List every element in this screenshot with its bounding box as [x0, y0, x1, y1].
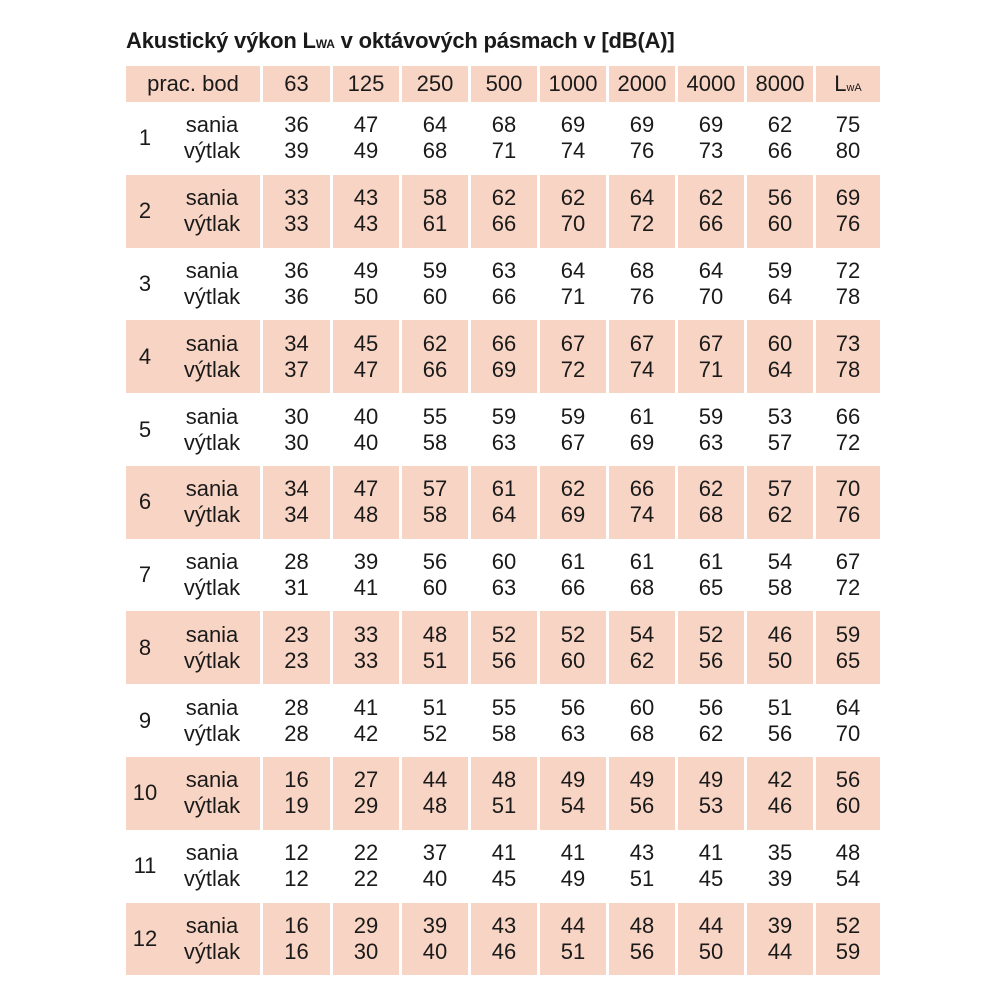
table-row: [126, 866, 880, 902]
label-vytlak: výtlak: [183, 283, 241, 309]
table-row: [126, 793, 880, 829]
value-cell: 27: [330, 757, 399, 793]
value-cell: 61: [606, 539, 675, 575]
value-cell: 52: [468, 611, 537, 647]
value-cell: 60: [399, 575, 468, 611]
value-cell: 63: [675, 430, 744, 466]
label-sania: sania: [185, 840, 239, 866]
value-cell: 51: [399, 648, 468, 684]
label-sania: sania: [164, 757, 260, 793]
value-cell: 50: [744, 648, 813, 684]
value-cell: 49: [330, 138, 399, 174]
value-cell: 66: [468, 320, 537, 356]
value-cell: 68: [606, 721, 675, 757]
value-cell: 68: [606, 575, 675, 611]
value-cell: 33: [330, 648, 399, 684]
value-total: 73: [813, 320, 880, 356]
value-cell: 69: [537, 502, 606, 538]
label-vytlak: výtlak: [183, 866, 241, 892]
value-cell: 39: [744, 903, 813, 939]
header-band: 8000: [744, 66, 813, 102]
value-cell: 43: [468, 903, 537, 939]
value-cell: 66: [468, 284, 537, 320]
label-vytlak: výtlak: [183, 138, 241, 164]
title-prefix: Akustický výkon L: [126, 28, 316, 53]
value-cell: 64: [744, 357, 813, 393]
value-cell: 39: [744, 866, 813, 902]
label-sania: sania: [164, 466, 260, 502]
value-cell: 48: [468, 757, 537, 793]
point-number: 9: [138, 707, 152, 733]
value-cell: 16: [260, 939, 330, 975]
label-sania: sania: [164, 611, 260, 647]
value-cell: 29: [330, 903, 399, 939]
label-vytlak: výtlak: [164, 793, 260, 829]
value-cell: 59: [468, 393, 537, 429]
label-sania: sania: [185, 403, 239, 429]
value-cell: 40: [399, 939, 468, 975]
value-cell: 71: [537, 284, 606, 320]
value-total: 72: [813, 248, 880, 284]
value-cell: 54: [606, 611, 675, 647]
value-cell: 60: [744, 211, 813, 247]
acoustic-power-table: [126, 66, 880, 975]
value-cell: 62: [399, 320, 468, 356]
label-vytlak: výtlak: [164, 211, 260, 247]
value-cell: 41: [468, 830, 537, 866]
value-total: 76: [813, 502, 880, 538]
table-row: [126, 357, 880, 393]
value-cell: 76: [606, 138, 675, 174]
value-cell: 35: [744, 830, 813, 866]
value-cell: 28: [260, 539, 330, 575]
value-cell: 60: [399, 284, 468, 320]
value-cell: 61: [606, 393, 675, 429]
value-cell: 58: [399, 175, 468, 211]
value-cell: 47: [330, 357, 399, 393]
table-row: [126, 211, 880, 247]
value-cell: 22: [330, 830, 399, 866]
value-total: 78: [813, 357, 880, 393]
label-sania: sania: [164, 903, 260, 939]
table-row: [126, 611, 880, 647]
table-row: [126, 320, 880, 356]
header-band: 63: [260, 66, 330, 102]
header-band: 500: [468, 66, 537, 102]
value-cell: 61: [468, 466, 537, 502]
value-cell: 71: [468, 138, 537, 174]
value-cell: 45: [675, 866, 744, 902]
value-cell: 58: [399, 430, 468, 466]
value-cell: 63: [468, 575, 537, 611]
table-row: [126, 575, 880, 611]
value-total: 64: [813, 684, 880, 720]
value-cell: 64: [399, 102, 468, 138]
value-cell: 42: [744, 757, 813, 793]
value-total: 54: [813, 866, 880, 902]
value-cell: 62: [675, 175, 744, 211]
value-cell: 62: [675, 466, 744, 502]
value-cell: 56: [399, 539, 468, 575]
value-cell: 51: [744, 684, 813, 720]
value-cell: 62: [537, 466, 606, 502]
point-number: 7: [138, 562, 152, 588]
label-vytlak: výtlak: [164, 648, 260, 684]
value-cell: 22: [330, 866, 399, 902]
value-cell: 34: [260, 466, 330, 502]
value-cell: 70: [675, 284, 744, 320]
value-cell: 55: [468, 684, 537, 720]
header-total-main: L: [834, 71, 847, 96]
point-number: 12: [126, 903, 164, 976]
value-cell: 61: [537, 539, 606, 575]
value-cell: 62: [744, 102, 813, 138]
value-cell: 74: [537, 138, 606, 174]
table-row: [126, 648, 880, 684]
label-sania: sania: [164, 175, 260, 211]
value-cell: 49: [675, 757, 744, 793]
point-number: 3: [138, 270, 152, 296]
label-sania: sania: [164, 320, 260, 356]
value-cell: 46: [744, 793, 813, 829]
label-vytlak: výtlak: [164, 939, 260, 975]
value-cell: 76: [606, 284, 675, 320]
value-cell: 45: [330, 320, 399, 356]
value-cell: 36: [260, 248, 330, 284]
value-total: 80: [813, 138, 880, 174]
value-cell: 36: [260, 284, 330, 320]
value-cell: 66: [399, 357, 468, 393]
value-cell: 48: [399, 793, 468, 829]
point-number: 2: [126, 175, 164, 248]
table-row: [126, 102, 880, 138]
value-cell: 58: [744, 575, 813, 611]
value-cell: 60: [468, 539, 537, 575]
value-cell: 45: [468, 866, 537, 902]
value-cell: 64: [537, 248, 606, 284]
point-number: 8: [126, 611, 164, 684]
value-total: 59: [813, 939, 880, 975]
value-total: 60: [813, 793, 880, 829]
value-cell: 44: [537, 903, 606, 939]
value-total: 75: [813, 102, 880, 138]
value-cell: 57: [744, 430, 813, 466]
value-cell: 60: [606, 684, 675, 720]
value-cell: 63: [468, 248, 537, 284]
value-total: 66: [813, 393, 880, 429]
value-cell: 56: [744, 175, 813, 211]
point-number: 6: [126, 466, 164, 539]
value-cell: 28: [260, 721, 330, 757]
value-cell: 59: [399, 248, 468, 284]
value-cell: 34: [260, 502, 330, 538]
value-cell: 60: [744, 320, 813, 356]
value-cell: 53: [675, 793, 744, 829]
value-cell: 33: [260, 175, 330, 211]
header-band: 250: [399, 66, 468, 102]
value-cell: 64: [744, 284, 813, 320]
value-cell: 63: [468, 430, 537, 466]
value-total: 52: [813, 903, 880, 939]
table-row: [126, 721, 880, 757]
value-cell: 46: [468, 939, 537, 975]
value-cell: 56: [606, 793, 675, 829]
value-total: 67: [813, 539, 880, 575]
table-title: [126, 28, 675, 54]
value-cell: 29: [330, 793, 399, 829]
value-cell: 58: [399, 502, 468, 538]
value-cell: 12: [260, 830, 330, 866]
value-total: 70: [813, 721, 880, 757]
value-cell: 28: [260, 684, 330, 720]
value-cell: 73: [675, 138, 744, 174]
table-row: [126, 466, 880, 502]
value-cell: 69: [675, 102, 744, 138]
value-cell: 44: [675, 903, 744, 939]
value-cell: 52: [399, 721, 468, 757]
value-cell: 56: [675, 648, 744, 684]
value-cell: 56: [606, 939, 675, 975]
table-row: [126, 248, 880, 284]
value-cell: 49: [537, 866, 606, 902]
value-cell: 48: [330, 502, 399, 538]
value-cell: 65: [675, 575, 744, 611]
header-band: 1000: [537, 66, 606, 102]
value-cell: 50: [330, 284, 399, 320]
value-cell: 68: [468, 102, 537, 138]
value-cell: 68: [399, 138, 468, 174]
value-cell: 66: [675, 211, 744, 247]
value-cell: 19: [260, 793, 330, 829]
value-cell: 39: [330, 539, 399, 575]
value-cell: 64: [675, 248, 744, 284]
value-cell: 62: [537, 175, 606, 211]
value-cell: 37: [399, 830, 468, 866]
title-suffix: v oktávových pásmach v [dB(A)]: [334, 28, 675, 53]
value-cell: 59: [744, 248, 813, 284]
value-cell: 16: [260, 757, 330, 793]
value-cell: 53: [744, 393, 813, 429]
value-cell: 69: [606, 430, 675, 466]
value-cell: 54: [537, 793, 606, 829]
value-cell: 51: [537, 939, 606, 975]
table-row: [126, 539, 880, 575]
value-cell: 56: [537, 684, 606, 720]
table-row: [126, 757, 880, 793]
label-vytlak: výtlak: [183, 429, 241, 455]
value-cell: 33: [330, 611, 399, 647]
value-cell: 66: [537, 575, 606, 611]
value-cell: 16: [260, 903, 330, 939]
value-cell: 62: [468, 175, 537, 211]
value-cell: 46: [744, 611, 813, 647]
value-cell: 67: [675, 320, 744, 356]
value-cell: 23: [260, 648, 330, 684]
point-number: 5: [138, 416, 152, 442]
value-cell: 40: [330, 430, 399, 466]
value-cell: 68: [606, 248, 675, 284]
value-cell: 31: [260, 575, 330, 611]
label-vytlak: výtlak: [164, 502, 260, 538]
point-number: 1: [138, 125, 152, 151]
value-cell: 40: [399, 866, 468, 902]
value-cell: 30: [260, 430, 330, 466]
label-sania: sania: [185, 112, 239, 138]
value-cell: 41: [537, 830, 606, 866]
value-cell: 74: [606, 357, 675, 393]
value-cell: 43: [330, 175, 399, 211]
value-total: 76: [813, 211, 880, 247]
label-sania: sania: [185, 694, 239, 720]
value-cell: 43: [330, 211, 399, 247]
value-cell: 66: [468, 211, 537, 247]
value-cell: 30: [260, 393, 330, 429]
value-cell: 48: [606, 903, 675, 939]
value-cell: 39: [399, 903, 468, 939]
value-cell: 56: [675, 684, 744, 720]
value-cell: 52: [675, 611, 744, 647]
value-cell: 67: [606, 320, 675, 356]
value-cell: 52: [537, 611, 606, 647]
value-cell: 69: [537, 102, 606, 138]
header-point: prac. bod: [126, 66, 260, 102]
value-cell: 54: [744, 539, 813, 575]
value-cell: 51: [468, 793, 537, 829]
point-number: 11: [133, 853, 157, 879]
value-cell: 50: [675, 939, 744, 975]
value-cell: 43: [606, 830, 675, 866]
value-cell: 71: [675, 357, 744, 393]
value-cell: 12: [260, 866, 330, 902]
table-row: [126, 903, 880, 939]
value-cell: 40: [330, 393, 399, 429]
value-cell: 44: [399, 757, 468, 793]
value-cell: 42: [330, 721, 399, 757]
label-sania: sania: [185, 257, 239, 283]
label-vytlak: výtlak: [183, 575, 241, 601]
value-cell: 47: [330, 466, 399, 502]
value-total: 48: [813, 830, 880, 866]
value-cell: 36: [260, 102, 330, 138]
value-total: 69: [813, 175, 880, 211]
header-total: [813, 66, 880, 102]
header-band: 2000: [606, 66, 675, 102]
value-cell: 39: [260, 138, 330, 174]
value-cell: 60: [537, 648, 606, 684]
table-row: [126, 830, 880, 866]
table-body: [126, 102, 880, 975]
value-cell: 70: [537, 211, 606, 247]
value-cell: 64: [468, 502, 537, 538]
table-row: [126, 393, 880, 429]
table-row: [126, 502, 880, 538]
point-number: 10: [126, 757, 164, 830]
value-total: 65: [813, 648, 880, 684]
value-cell: 23: [260, 611, 330, 647]
value-cell: 33: [260, 211, 330, 247]
value-cell: 49: [537, 757, 606, 793]
table-row: [126, 284, 880, 320]
label-sania: sania: [185, 549, 239, 575]
value-cell: 44: [744, 939, 813, 975]
header-band: 4000: [675, 66, 744, 102]
value-cell: 37: [260, 357, 330, 393]
value-cell: 69: [606, 102, 675, 138]
table-row: [126, 175, 880, 211]
value-cell: 41: [330, 575, 399, 611]
value-cell: 72: [606, 211, 675, 247]
value-cell: 69: [468, 357, 537, 393]
table-row: [126, 684, 880, 720]
label-vytlak: výtlak: [164, 357, 260, 393]
value-cell: 74: [606, 502, 675, 538]
value-cell: 62: [744, 502, 813, 538]
table-row: [126, 138, 880, 174]
header-row: [126, 66, 880, 102]
value-cell: 57: [744, 466, 813, 502]
value-cell: 47: [330, 102, 399, 138]
value-cell: 62: [606, 648, 675, 684]
value-total: 72: [813, 575, 880, 611]
value-cell: 67: [537, 430, 606, 466]
value-cell: 62: [675, 721, 744, 757]
value-total: 78: [813, 284, 880, 320]
value-cell: 67: [537, 320, 606, 356]
value-cell: 59: [537, 393, 606, 429]
value-cell: 66: [744, 138, 813, 174]
value-cell: 56: [744, 721, 813, 757]
value-cell: 63: [537, 721, 606, 757]
value-cell: 48: [399, 611, 468, 647]
label-vytlak: výtlak: [183, 720, 241, 746]
value-cell: 41: [675, 830, 744, 866]
value-cell: 55: [399, 393, 468, 429]
header-band: 125: [330, 66, 399, 102]
title-subscript: WA: [315, 37, 335, 51]
value-cell: 51: [399, 684, 468, 720]
value-cell: 58: [468, 721, 537, 757]
value-cell: 66: [606, 466, 675, 502]
value-cell: 51: [606, 866, 675, 902]
value-total: 56: [813, 757, 880, 793]
point-number: 4: [126, 320, 164, 393]
value-cell: 61: [675, 539, 744, 575]
value-total: 59: [813, 611, 880, 647]
value-cell: 34: [260, 320, 330, 356]
header-total-sub: wA: [846, 82, 862, 94]
table-row: [126, 430, 880, 466]
value-cell: 72: [537, 357, 606, 393]
value-cell: 41: [330, 684, 399, 720]
value-cell: 56: [468, 648, 537, 684]
value-cell: 64: [606, 175, 675, 211]
value-cell: 49: [330, 248, 399, 284]
value-cell: 61: [399, 211, 468, 247]
value-cell: 30: [330, 939, 399, 975]
value-cell: 59: [675, 393, 744, 429]
value-cell: 49: [606, 757, 675, 793]
value-cell: 68: [675, 502, 744, 538]
value-total: 72: [813, 430, 880, 466]
table-row: [126, 939, 880, 975]
value-total: 70: [813, 466, 880, 502]
value-cell: 57: [399, 466, 468, 502]
